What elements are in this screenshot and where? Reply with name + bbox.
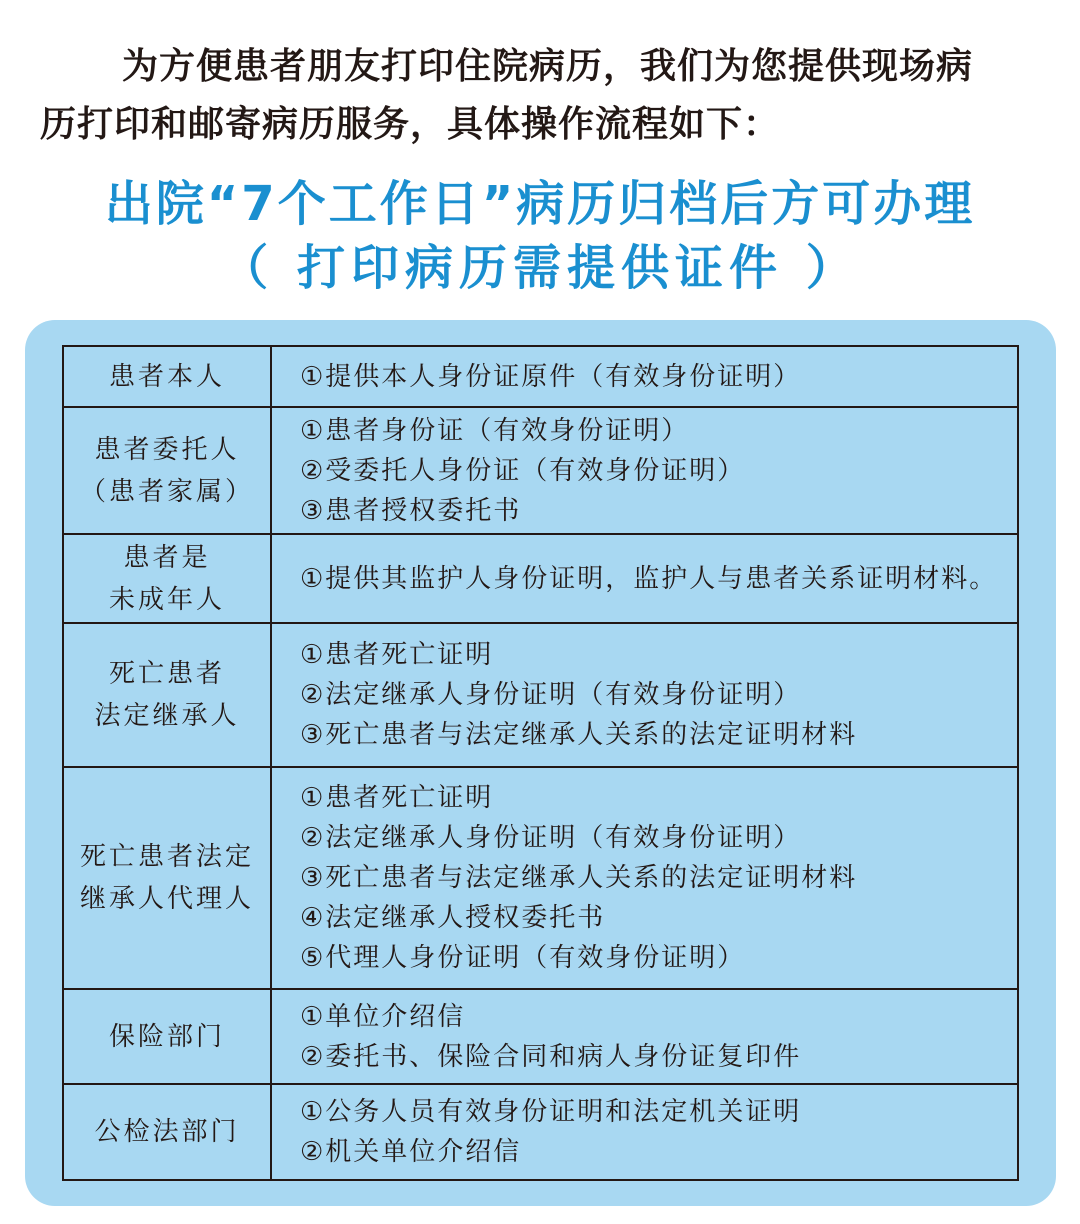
requirements-table bbox=[62, 345, 1019, 1181]
documents-cell bbox=[271, 1084, 1018, 1180]
document-line: ①公务人员有效身份证明和法定机关证明 bbox=[300, 1097, 802, 1127]
document-line: ②机关单位介绍信 bbox=[300, 1137, 522, 1167]
document-line: ⑤代理人身份证明（有效身份证明） bbox=[300, 943, 746, 973]
document-line: ①提供本人身份证原件（有效身份证明） bbox=[300, 361, 802, 392]
applicant-line: 保险部门 bbox=[108, 1021, 225, 1052]
applicant-line: 法定继承人 bbox=[94, 701, 240, 731]
document-line: ②法定继承人身份证明（有效身份证明） bbox=[300, 680, 802, 710]
document-line: ①单位介绍信 bbox=[300, 1001, 466, 1032]
document-line: ①患者身份证（有效身份证明） bbox=[300, 415, 690, 446]
applicant-line: （患者家属） bbox=[79, 476, 254, 507]
document-line: ④法定继承人授权委托书 bbox=[300, 903, 606, 933]
intro-line-2: 历打印和邮寄病历服务，具体操作流程如下： bbox=[40, 104, 781, 145]
applicant-line: 公检法部门 bbox=[94, 1117, 240, 1147]
applicant-line: 患者本人 bbox=[108, 361, 225, 392]
applicant-cell bbox=[63, 623, 271, 767]
documents-cell bbox=[271, 989, 1018, 1084]
document-line: ①患者死亡证明 bbox=[300, 640, 494, 670]
applicant-line: 死亡患者 bbox=[108, 659, 225, 689]
intro-line-1: 为方便患者朋友打印住院病历，我们为您提供现场病 bbox=[122, 46, 974, 87]
applicant-line: 死亡患者法定 bbox=[79, 842, 254, 872]
applicant-cell bbox=[63, 407, 271, 534]
documents-cell bbox=[271, 407, 1018, 534]
table-row bbox=[63, 534, 1018, 623]
table-row bbox=[63, 1084, 1018, 1180]
table-row bbox=[63, 989, 1018, 1084]
applicant-line: 患者是 bbox=[123, 542, 211, 573]
document-line: ③患者授权委托书 bbox=[300, 495, 522, 526]
applicant-cell bbox=[63, 989, 271, 1084]
headline-subtitle: （ 打印病历需提供证件 ） bbox=[220, 240, 860, 296]
documents-cell bbox=[271, 623, 1018, 767]
table-row bbox=[63, 623, 1018, 767]
table-row bbox=[63, 767, 1018, 989]
document-line: ②委托书、保险合同和病人身份证复印件 bbox=[300, 1041, 802, 1072]
table-row bbox=[63, 346, 1018, 407]
document-line: ②受委托人身份证（有效身份证明） bbox=[300, 455, 746, 486]
document-line: ③死亡患者与法定继承人关系的法定证明材料 bbox=[300, 720, 858, 750]
applicant-cell bbox=[63, 534, 271, 623]
applicant-line: 患者委托人 bbox=[94, 434, 240, 465]
intro-paragraph bbox=[40, 38, 1050, 154]
documents-cell bbox=[271, 767, 1018, 989]
document-line: ③死亡患者与法定继承人关系的法定证明材料 bbox=[300, 863, 858, 893]
applicant-cell bbox=[63, 767, 271, 989]
table-row bbox=[63, 407, 1018, 534]
documents-cell bbox=[271, 346, 1018, 407]
document-line: ①提供其监护人身份证明，监护人与患者关系证明材料。 bbox=[300, 563, 998, 594]
applicant-line: 未成年人 bbox=[108, 584, 225, 615]
headline-title: 出院“7个工作日”病历归档后方可办理 bbox=[104, 176, 976, 232]
applicant-cell bbox=[63, 346, 271, 407]
documents-cell bbox=[271, 534, 1018, 623]
document-line: ②法定继承人身份证明（有效身份证明） bbox=[300, 823, 802, 853]
applicant-cell bbox=[63, 1084, 271, 1180]
document-line: ①患者死亡证明 bbox=[300, 783, 494, 813]
applicant-line: 继承人代理人 bbox=[79, 884, 254, 914]
